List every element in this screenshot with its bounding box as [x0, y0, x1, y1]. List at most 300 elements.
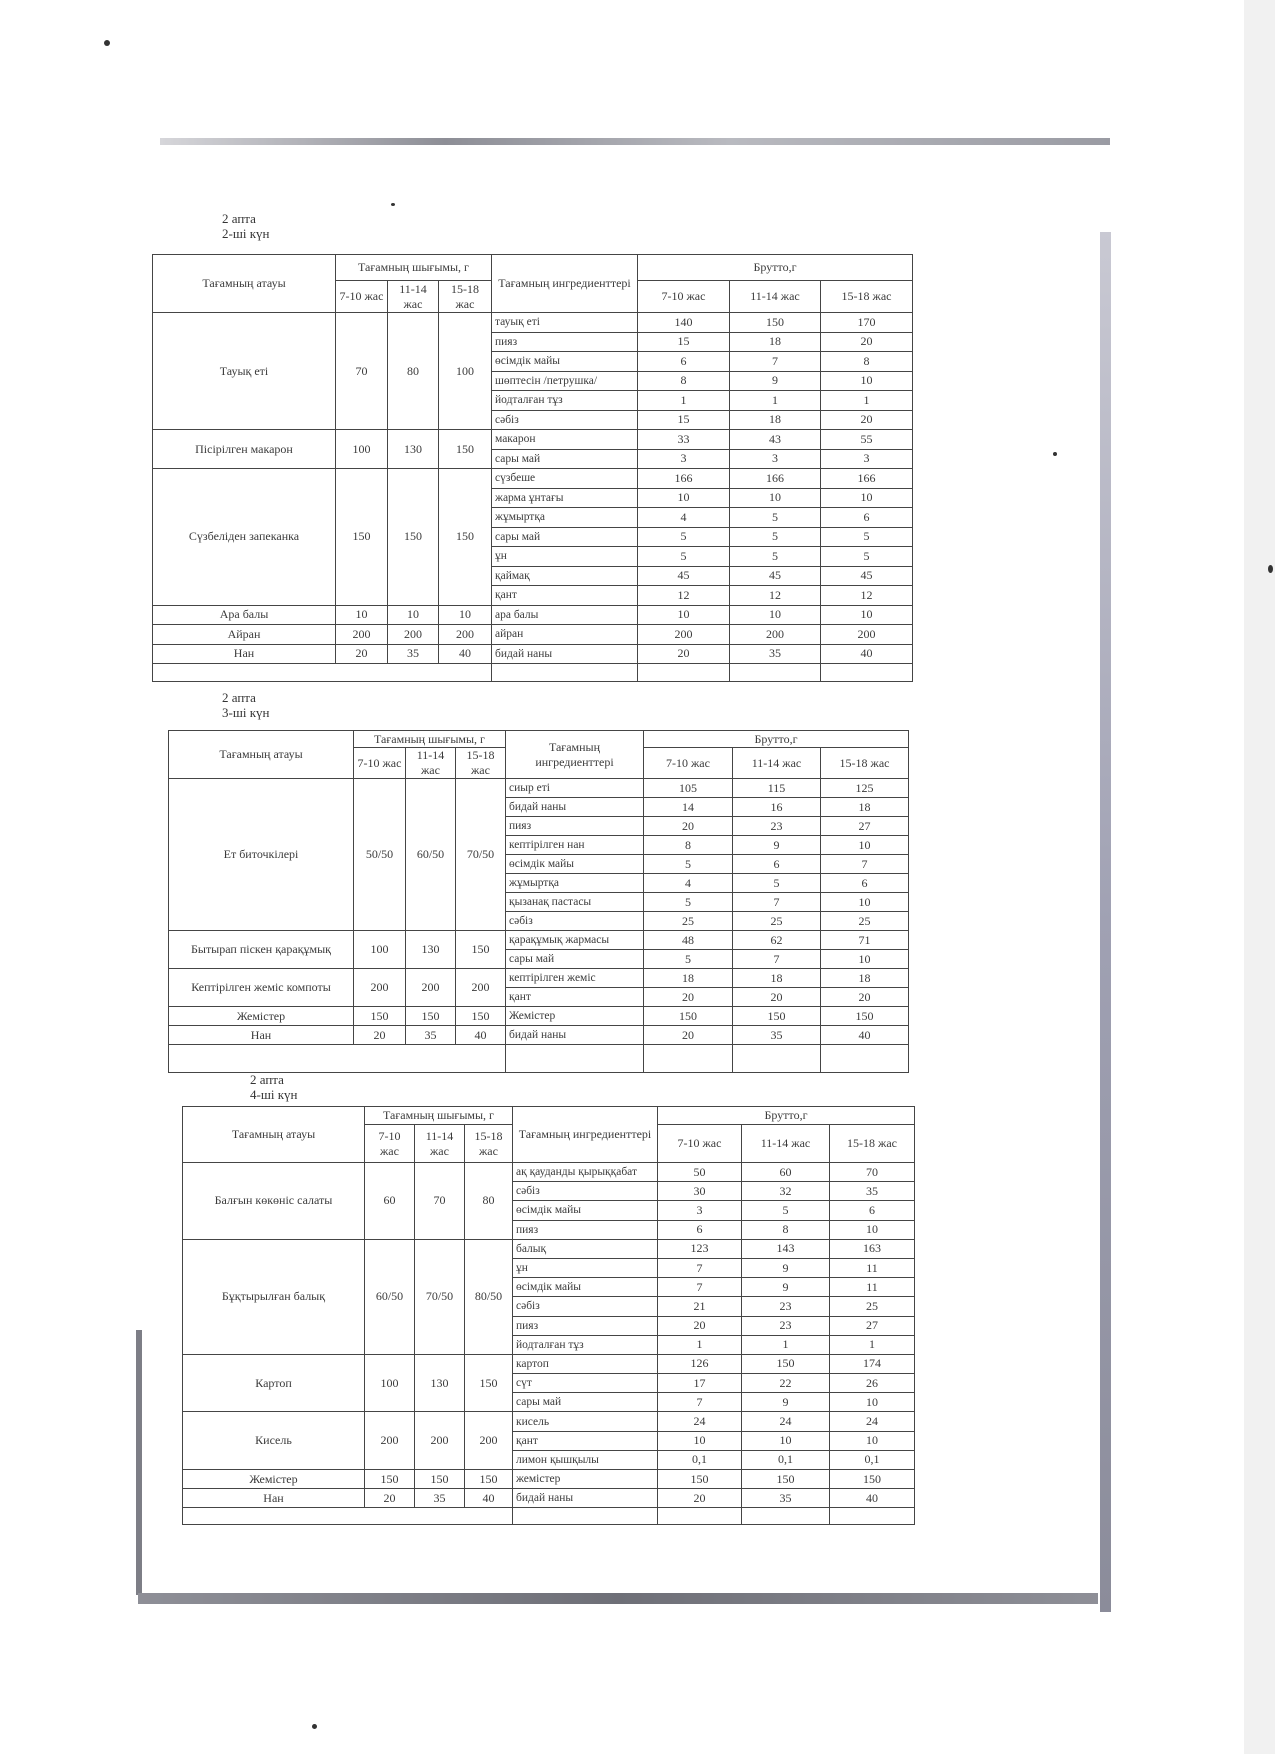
brutto-value: 8: [644, 836, 733, 855]
blank-row: [153, 664, 913, 682]
ingredient-name: сары май: [513, 1393, 658, 1412]
table-row: [183, 1239, 915, 1258]
dish-output: 200: [439, 625, 492, 645]
dish-output: 10: [388, 605, 439, 625]
dish-name: Ара балы: [153, 605, 336, 625]
brutto-value: 5: [644, 950, 733, 969]
brutto-value: 123: [658, 1239, 742, 1258]
table-row: [153, 625, 913, 645]
brutto-value: 7: [733, 950, 821, 969]
brutto-value: 163: [830, 1239, 915, 1258]
dish-output: 150: [456, 1007, 506, 1026]
brutto-value: 150: [644, 1007, 733, 1026]
brutto-value: 23: [742, 1297, 830, 1316]
brutto-value: 20: [638, 644, 730, 664]
week-label: 2 апта: [222, 211, 256, 226]
ingredient-name: пияз: [513, 1220, 658, 1239]
brutto-value: 40: [821, 644, 913, 664]
brutto-value: 126: [658, 1354, 742, 1373]
brutto-value: 8: [638, 371, 730, 391]
dish-output: 100: [439, 313, 492, 430]
brutto-value: 35: [830, 1182, 915, 1201]
brutto-value: 40: [830, 1489, 915, 1508]
brutto-value: 12: [730, 586, 821, 606]
header-age-brutto: 15-18 жас: [830, 1125, 915, 1163]
scan-speck: [1053, 452, 1057, 456]
brutto-value: 5: [742, 1201, 830, 1220]
dish-output: 20: [336, 644, 388, 664]
ingredient-name: өсімдік майы: [513, 1278, 658, 1297]
brutto-value: 30: [658, 1182, 742, 1201]
brutto-value: 35: [742, 1489, 830, 1508]
table-row: [169, 931, 909, 950]
brutto-value: 1: [730, 391, 821, 411]
ingredient-name: жемістер: [513, 1470, 658, 1489]
brutto-value: 26: [830, 1374, 915, 1393]
ingredient-name: сары май: [506, 950, 644, 969]
dish-output: 70/50: [415, 1239, 465, 1354]
blank-cell: [638, 664, 730, 682]
header-output: Тағамның шығымы, г: [336, 255, 492, 281]
ingredient-name: балық: [513, 1239, 658, 1258]
brutto-value: 8: [742, 1220, 830, 1239]
brutto-value: 35: [733, 1026, 821, 1045]
brutto-value: 70: [830, 1163, 915, 1182]
header-brutto: Брутто,г: [644, 731, 909, 748]
dish-output: 35: [406, 1026, 456, 1045]
brutto-value: 11: [830, 1278, 915, 1297]
ingredient-name: бидай наны: [506, 1026, 644, 1045]
ingredient-name: сүзбеше: [492, 469, 638, 489]
brutto-value: 12: [638, 586, 730, 606]
table-row: [169, 969, 909, 988]
dish-name: Пісірілген макарон: [153, 430, 336, 469]
header-dish-name: Тағамның атауы: [169, 731, 354, 779]
dish-output: 60: [365, 1163, 415, 1240]
brutto-value: 1: [742, 1335, 830, 1354]
table-row: [183, 1489, 915, 1508]
dish-output: 100: [365, 1354, 415, 1412]
dish-name: Жемістер: [183, 1470, 365, 1489]
brutto-value: 125: [821, 779, 909, 798]
brutto-value: 55: [821, 430, 913, 450]
dish-output: 200: [365, 1412, 415, 1470]
brutto-value: 5: [638, 527, 730, 547]
brutto-value: 20: [644, 988, 733, 1007]
dish-output: 200: [388, 625, 439, 645]
dish-name: Картоп: [183, 1354, 365, 1412]
brutto-value: 166: [730, 469, 821, 489]
brutto-value: 4: [644, 874, 733, 893]
brutto-value: 10: [830, 1393, 915, 1412]
brutto-value: 15: [638, 332, 730, 352]
brutto-value: 6: [821, 874, 909, 893]
brutto-value: 60: [742, 1163, 830, 1182]
brutto-value: 18: [821, 798, 909, 817]
ingredient-name: ұн: [492, 547, 638, 567]
header-age-brutto: 11-14 жас: [730, 281, 821, 313]
brutto-value: 6: [821, 508, 913, 528]
header-age-output: 11-14 жас: [388, 281, 439, 313]
header-row: [153, 255, 913, 281]
ingredient-name: қаймақ: [492, 566, 638, 586]
brutto-value: 5: [730, 527, 821, 547]
brutto-value: 18: [821, 969, 909, 988]
day-heading: [222, 690, 269, 720]
brutto-value: 3: [730, 449, 821, 469]
ingredient-name: сәбіз: [513, 1182, 658, 1201]
brutto-value: 6: [733, 855, 821, 874]
ingredient-name: ара балы: [492, 605, 638, 625]
brutto-value: 10: [821, 950, 909, 969]
ingredient-name: қант: [492, 586, 638, 606]
table-row: [183, 1163, 915, 1182]
brutto-value: 62: [733, 931, 821, 950]
ingredient-name: бидай наны: [492, 644, 638, 664]
blank-cell: [153, 664, 492, 682]
table-row: [183, 1354, 915, 1373]
ingredient-name: пияз: [506, 817, 644, 836]
dish-output: 60/50: [365, 1239, 415, 1354]
brutto-value: 5: [730, 547, 821, 567]
brutto-value: 6: [658, 1220, 742, 1239]
blank-cell: [821, 664, 913, 682]
dish-output: 150: [406, 1007, 456, 1026]
brutto-value: 1: [658, 1335, 742, 1354]
brutto-value: 10: [821, 605, 913, 625]
week-label: 2 апта: [250, 1072, 284, 1087]
blank-cell: [733, 1045, 821, 1073]
ingredient-name: кептірілген нан: [506, 836, 644, 855]
header-output: Тағамның шығымы, г: [365, 1107, 513, 1125]
header-dish-name: Тағамның атауы: [153, 255, 336, 313]
brutto-value: 20: [821, 988, 909, 1007]
brutto-value: 5: [638, 547, 730, 567]
brutto-value: 105: [644, 779, 733, 798]
ingredient-name: пияз: [492, 332, 638, 352]
header-age-brutto: 7-10 жас: [658, 1125, 742, 1163]
dish-output: 60/50: [406, 779, 456, 931]
brutto-value: 9: [742, 1258, 830, 1277]
table-row: [153, 313, 913, 333]
dish-output: 150: [465, 1354, 513, 1412]
dish-name: Тауық еті: [153, 313, 336, 430]
table-row: [153, 469, 913, 489]
brutto-value: 10: [638, 488, 730, 508]
brutto-value: 24: [658, 1412, 742, 1431]
menu-table-day-2: [152, 254, 913, 682]
brutto-value: 14: [644, 798, 733, 817]
brutto-value: 150: [830, 1470, 915, 1489]
header-age-brutto: 15-18 жас: [821, 748, 909, 779]
dish-output: 200: [456, 969, 506, 1007]
dish-output: 200: [354, 969, 406, 1007]
brutto-value: 3: [658, 1201, 742, 1220]
dish-output: 200: [465, 1412, 513, 1470]
brutto-value: 9: [742, 1278, 830, 1297]
brutto-value: 174: [830, 1354, 915, 1373]
brutto-value: 24: [830, 1412, 915, 1431]
brutto-value: 5: [821, 547, 913, 567]
header-dish-name: Тағамның атауы: [183, 1107, 365, 1163]
dish-name: Айран: [153, 625, 336, 645]
brutto-value: 35: [730, 644, 821, 664]
brutto-value: 33: [638, 430, 730, 450]
header-brutto: Брутто,г: [638, 255, 913, 281]
dish-name: Бұқтырылған балық: [183, 1239, 365, 1354]
ingredient-name: жұмыртқа: [506, 874, 644, 893]
brutto-value: 10: [638, 605, 730, 625]
brutto-value: 9: [733, 836, 821, 855]
header-age-output: 11-14 жас: [406, 748, 456, 779]
dish-output: 50/50: [354, 779, 406, 931]
brutto-value: 7: [658, 1258, 742, 1277]
ingredient-name: айран: [492, 625, 638, 645]
dish-name: Ет биточкілері: [169, 779, 354, 931]
brutto-value: 24: [742, 1412, 830, 1431]
brutto-value: 25: [733, 912, 821, 931]
brutto-value: 8: [821, 352, 913, 372]
header-row: [183, 1107, 915, 1125]
scan-speck: [1268, 565, 1273, 573]
dish-output: 40: [465, 1489, 513, 1508]
dish-name: Бытырап піскен қарақұмық: [169, 931, 354, 969]
dish-output: 10: [439, 605, 492, 625]
dish-output: 130: [415, 1354, 465, 1412]
header-ingredients: Тағамның ингредиенттері: [492, 255, 638, 313]
brutto-value: 10: [830, 1220, 915, 1239]
day-heading: [222, 211, 269, 241]
brutto-value: 6: [638, 352, 730, 372]
header-ingredients: Тағамның ингредиенттері: [506, 731, 644, 779]
brutto-value: 1: [830, 1335, 915, 1354]
brutto-value: 200: [821, 625, 913, 645]
brutto-value: 143: [742, 1239, 830, 1258]
brutto-value: 71: [821, 931, 909, 950]
brutto-value: 150: [733, 1007, 821, 1026]
dish-name: Нан: [169, 1026, 354, 1045]
blank-cell: [513, 1508, 658, 1525]
brutto-value: 10: [821, 836, 909, 855]
brutto-value: 7: [658, 1393, 742, 1412]
blank-cell: [506, 1045, 644, 1073]
dish-name: Нан: [153, 644, 336, 664]
blank-cell: [742, 1508, 830, 1525]
dish-output: 35: [388, 644, 439, 664]
table-row: [153, 430, 913, 450]
brutto-value: 45: [821, 566, 913, 586]
dish-output: 150: [336, 469, 388, 606]
header-brutto: Брутто,г: [658, 1107, 915, 1125]
ingredient-name: ұн: [513, 1258, 658, 1277]
brutto-value: 10: [821, 488, 913, 508]
ingredient-name: лимон қышқылы: [513, 1450, 658, 1469]
brutto-value: 20: [644, 1026, 733, 1045]
dish-output: 10: [336, 605, 388, 625]
brutto-value: 18: [730, 332, 821, 352]
brutto-value: 166: [821, 469, 913, 489]
brutto-value: 7: [658, 1278, 742, 1297]
dish-output: 150: [365, 1470, 415, 1489]
dish-output: 70: [415, 1163, 465, 1240]
ingredient-name: ақ қауданды қырыққабат: [513, 1163, 658, 1182]
ingredient-name: қант: [513, 1431, 658, 1450]
brutto-value: 25: [821, 912, 909, 931]
table-row: [153, 605, 913, 625]
ingredient-name: өсімдік майы: [506, 855, 644, 874]
brutto-value: 12: [821, 586, 913, 606]
brutto-value: 10: [821, 371, 913, 391]
dish-output: 150: [388, 469, 439, 606]
ingredient-name: шөптесін /петрушка/: [492, 371, 638, 391]
dish-output: 70/50: [456, 779, 506, 931]
brutto-value: 1: [638, 391, 730, 411]
dish-output: 40: [456, 1026, 506, 1045]
ingredient-name: Жемістер: [506, 1007, 644, 1026]
brutto-value: 50: [658, 1163, 742, 1182]
blank-cell: [658, 1508, 742, 1525]
brutto-value: 150: [742, 1470, 830, 1489]
dish-output: 80: [388, 313, 439, 430]
blank-cell: [644, 1045, 733, 1073]
blank-row: [183, 1508, 915, 1525]
brutto-value: 25: [644, 912, 733, 931]
brutto-value: 20: [821, 410, 913, 430]
brutto-value: 17: [658, 1374, 742, 1393]
header-age-output: 11-14 жас: [415, 1125, 465, 1163]
ingredient-name: қызанақ пастасы: [506, 893, 644, 912]
header-age-brutto: 11-14 жас: [742, 1125, 830, 1163]
dish-output: 80/50: [465, 1239, 513, 1354]
brutto-value: 200: [730, 625, 821, 645]
day-heading: [250, 1072, 297, 1102]
brutto-value: 9: [730, 371, 821, 391]
brutto-value: 5: [730, 508, 821, 528]
brutto-value: 18: [644, 969, 733, 988]
brutto-value: 5: [644, 855, 733, 874]
brutto-value: 20: [644, 817, 733, 836]
dish-name: Нан: [183, 1489, 365, 1508]
brutto-value: 7: [730, 352, 821, 372]
brutto-value: 4: [638, 508, 730, 528]
brutto-value: 115: [733, 779, 821, 798]
brutto-value: 140: [638, 313, 730, 333]
header-age-brutto: 11-14 жас: [733, 748, 821, 779]
ingredient-name: макарон: [492, 430, 638, 450]
header-age-output: 7-10 жас: [354, 748, 406, 779]
dish-output: 130: [406, 931, 456, 969]
menu-table-day-3: [168, 730, 909, 1073]
header-row: [169, 731, 909, 748]
header-age-brutto: 7-10 жас: [638, 281, 730, 313]
dish-output: 150: [439, 430, 492, 469]
menu-table-day-4: [182, 1106, 915, 1525]
header-age-output: 15-18 жас: [439, 281, 492, 313]
scan-speck: [391, 203, 395, 206]
dish-output: 100: [336, 430, 388, 469]
brutto-value: 15: [638, 410, 730, 430]
blank-cell: [821, 1045, 909, 1073]
dish-name: Кисель: [183, 1412, 365, 1470]
brutto-value: 22: [742, 1374, 830, 1393]
brutto-value: 23: [742, 1316, 830, 1335]
scan-shadow-bottom: [138, 1593, 1098, 1604]
table-row: [169, 1026, 909, 1045]
blank-row: [169, 1045, 909, 1073]
dish-name: Кептірілген жеміс компоты: [169, 969, 354, 1007]
brutto-value: 3: [638, 449, 730, 469]
ingredient-name: қарақұмық жармасы: [506, 931, 644, 950]
brutto-value: 200: [638, 625, 730, 645]
ingredient-name: кептірілген жеміс: [506, 969, 644, 988]
brutto-value: 20: [658, 1489, 742, 1508]
brutto-value: 27: [821, 817, 909, 836]
dish-output: 200: [406, 969, 456, 1007]
header-age-brutto: 7-10 жас: [644, 748, 733, 779]
table-row: [169, 779, 909, 798]
blank-cell: [830, 1508, 915, 1525]
brutto-value: 45: [730, 566, 821, 586]
scan-speck: [104, 40, 110, 46]
header-age-output: 7-10 жас: [365, 1125, 415, 1163]
scan-speck: [312, 1724, 317, 1729]
brutto-value: 166: [638, 469, 730, 489]
table-row: [153, 644, 913, 664]
dish-name: Жемістер: [169, 1007, 354, 1026]
dish-output: 150: [439, 469, 492, 606]
header-age-output: 7-10 жас: [336, 281, 388, 313]
header-output: Тағамның шығымы, г: [354, 731, 506, 748]
brutto-value: 6: [830, 1201, 915, 1220]
dish-output: 150: [456, 931, 506, 969]
brutto-value: 7: [733, 893, 821, 912]
day-label: 4-ші күн: [250, 1087, 298, 1102]
ingredient-name: бидай наны: [506, 798, 644, 817]
dish-output: 150: [415, 1470, 465, 1489]
brutto-value: 10: [742, 1431, 830, 1450]
dish-output: 150: [354, 1007, 406, 1026]
ingredient-name: картоп: [513, 1354, 658, 1373]
ingredient-name: сәбіз: [492, 410, 638, 430]
brutto-value: 0,1: [742, 1450, 830, 1469]
ingredient-name: жарма ұнтағы: [492, 488, 638, 508]
ingredient-name: пияз: [513, 1316, 658, 1335]
brutto-value: 27: [830, 1316, 915, 1335]
dish-output: 200: [415, 1412, 465, 1470]
paper-edge: [1244, 0, 1275, 1754]
brutto-value: 3: [821, 449, 913, 469]
ingredient-name: кисель: [513, 1412, 658, 1431]
dish-name: Балғын көкөніс салаты: [183, 1163, 365, 1240]
brutto-value: 18: [730, 410, 821, 430]
brutto-value: 11: [830, 1258, 915, 1277]
ingredient-name: сәбіз: [506, 912, 644, 931]
ingredient-name: тауық еті: [492, 313, 638, 333]
header-ingredients: Тағамның ингредиенттері: [513, 1107, 658, 1163]
ingredient-name: өсімдік майы: [513, 1201, 658, 1220]
ingredient-name: йодталған тұз: [492, 391, 638, 411]
blank-cell: [183, 1508, 513, 1525]
blank-cell: [169, 1045, 506, 1073]
ingredient-name: сиыр еті: [506, 779, 644, 798]
dish-output: 20: [365, 1489, 415, 1508]
day-label: 2-ші күн: [222, 226, 270, 241]
dish-output: 70: [336, 313, 388, 430]
brutto-value: 7: [821, 855, 909, 874]
brutto-value: 0,1: [658, 1450, 742, 1469]
table-row: [183, 1470, 915, 1489]
ingredient-name: сәбіз: [513, 1297, 658, 1316]
